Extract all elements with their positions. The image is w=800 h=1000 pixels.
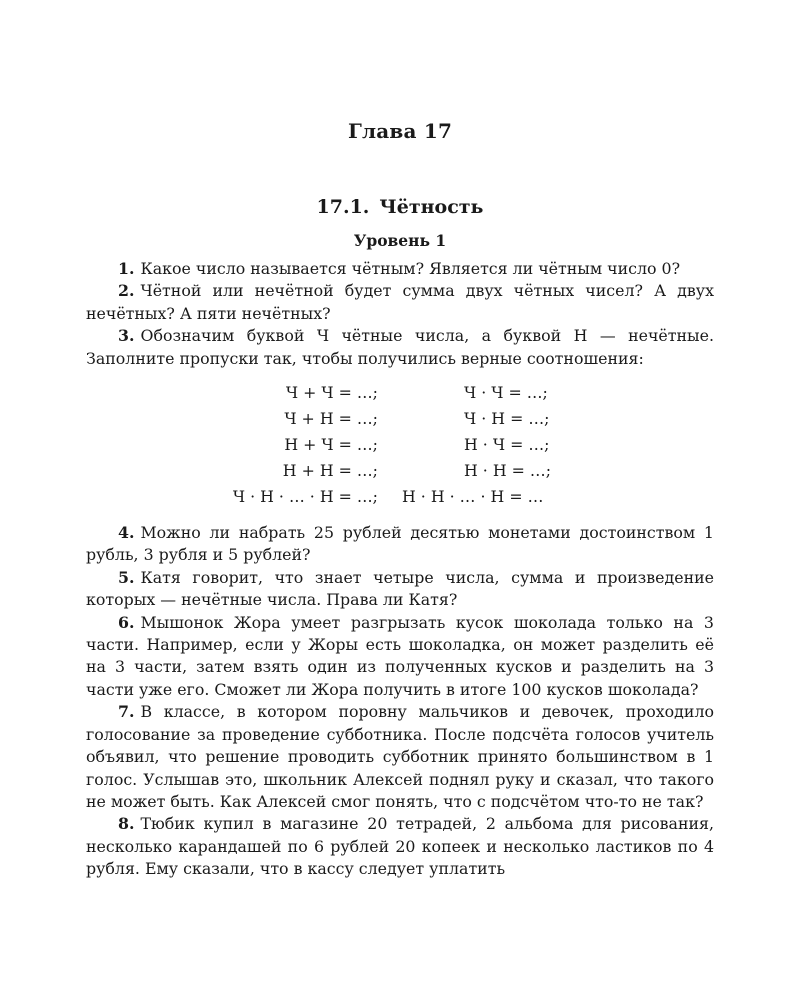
problem-4 <box>86 522 714 567</box>
problem-number: 1. <box>118 259 135 278</box>
problem-2 <box>86 280 714 325</box>
chapter-title: Глава 17 <box>347 119 453 143</box>
formula-row <box>86 432 714 458</box>
formula-product: Ч · Н = …; <box>464 409 550 429</box>
formula-long-product: Н · Н · … · Н = … <box>402 487 544 507</box>
problem-number: 3. <box>118 326 135 346</box>
problem-3 <box>86 325 714 370</box>
formula-sum: Н + Ч = …; <box>284 435 378 455</box>
problem-number: 6. <box>118 612 135 632</box>
problem-text: Чётной или нечётной будет сумма двух чётных чисел? А двух нечётных? А пяти нечётных? <box>86 281 714 323</box>
formula-product: Ч · Ч = …; <box>464 383 548 403</box>
formula-sum: Ч + Н = …; <box>284 409 378 429</box>
formula-sum: Ч + Ч = …; <box>285 383 378 403</box>
problem-text: Тюбик купил в магазине 20 тетрадей, 2 альбома для рисования, несколько карандашей по 6 рублей 20 копеек и несколько ластиков по 4 рубля. Ему сказали, что в кассу следует уплатить <box>86 814 714 879</box>
section-title <box>86 196 714 218</box>
parity-formulas <box>86 380 714 510</box>
problem-5 <box>86 567 714 612</box>
problem-8 <box>86 813 714 880</box>
problem-number: 8. <box>118 814 135 834</box>
problem-text: Катя говорит, что знает четыре числа, сумма и произведение которых — нечётные числа. Права ли Катя? <box>86 567 714 610</box>
section-name: Чётность <box>379 196 484 218</box>
level-title: Уровень 1 <box>353 231 447 250</box>
problem-6 <box>86 612 714 702</box>
formula-row <box>86 406 714 432</box>
formula-sum: Н + Н = …; <box>282 461 378 481</box>
problem-text: Какое число называется чётным? Является ли чётным число 0? <box>140 259 681 278</box>
problem-list <box>86 258 714 881</box>
formula-row <box>86 380 714 406</box>
problem-7 <box>86 701 714 813</box>
problem-text: Мышонок Жора умеет разгрызать кусок шоколада только на 3 части. Например, если у Жоры есть шоколадка, он может разделить её на 3 части, затем взять один из полученных кусков и разделить на 3 части уже его. Сможет ли Жора получить в итоге 100 кусков шоколада? <box>86 612 714 699</box>
formula-product: Н · Н = …; <box>464 461 552 481</box>
page <box>86 0 714 1000</box>
formula-row <box>86 484 714 510</box>
formula-row <box>86 458 714 484</box>
problem-number: 7. <box>118 702 135 722</box>
section-number: 17.1. <box>316 196 370 218</box>
problem-1 <box>86 258 714 280</box>
problem-text: Можно ли набрать 25 рублей десятью монетами достоинством 1 рубль, 3 рубля и 5 рублей? <box>86 523 714 565</box>
problem-text: Обозначим буквой Ч чётные числа, а буквой Н — нечётные. Заполните пропуски так, чтобы получились верные соотношения: <box>86 326 714 368</box>
problem-number: 5. <box>118 567 135 587</box>
problem-number: 2. <box>118 281 135 301</box>
problem-text: В классе, в котором поровну мальчиков и девочек, проходило голосование за проведение субботника. После подсчёта голосов учитель объявил, что решение проводить субботник принято большинством в 1 голос. Услышав это, школьник Алексей поднял руку и сказал, что такого не может быть. Как Алексей смог понять, что с подсчётом что-то не так? <box>86 702 714 811</box>
formula-product: Н · Ч = …; <box>464 435 550 455</box>
formula-long-product: Ч · Н · … · Н = …; <box>232 487 378 507</box>
problem-number: 4. <box>118 523 135 543</box>
